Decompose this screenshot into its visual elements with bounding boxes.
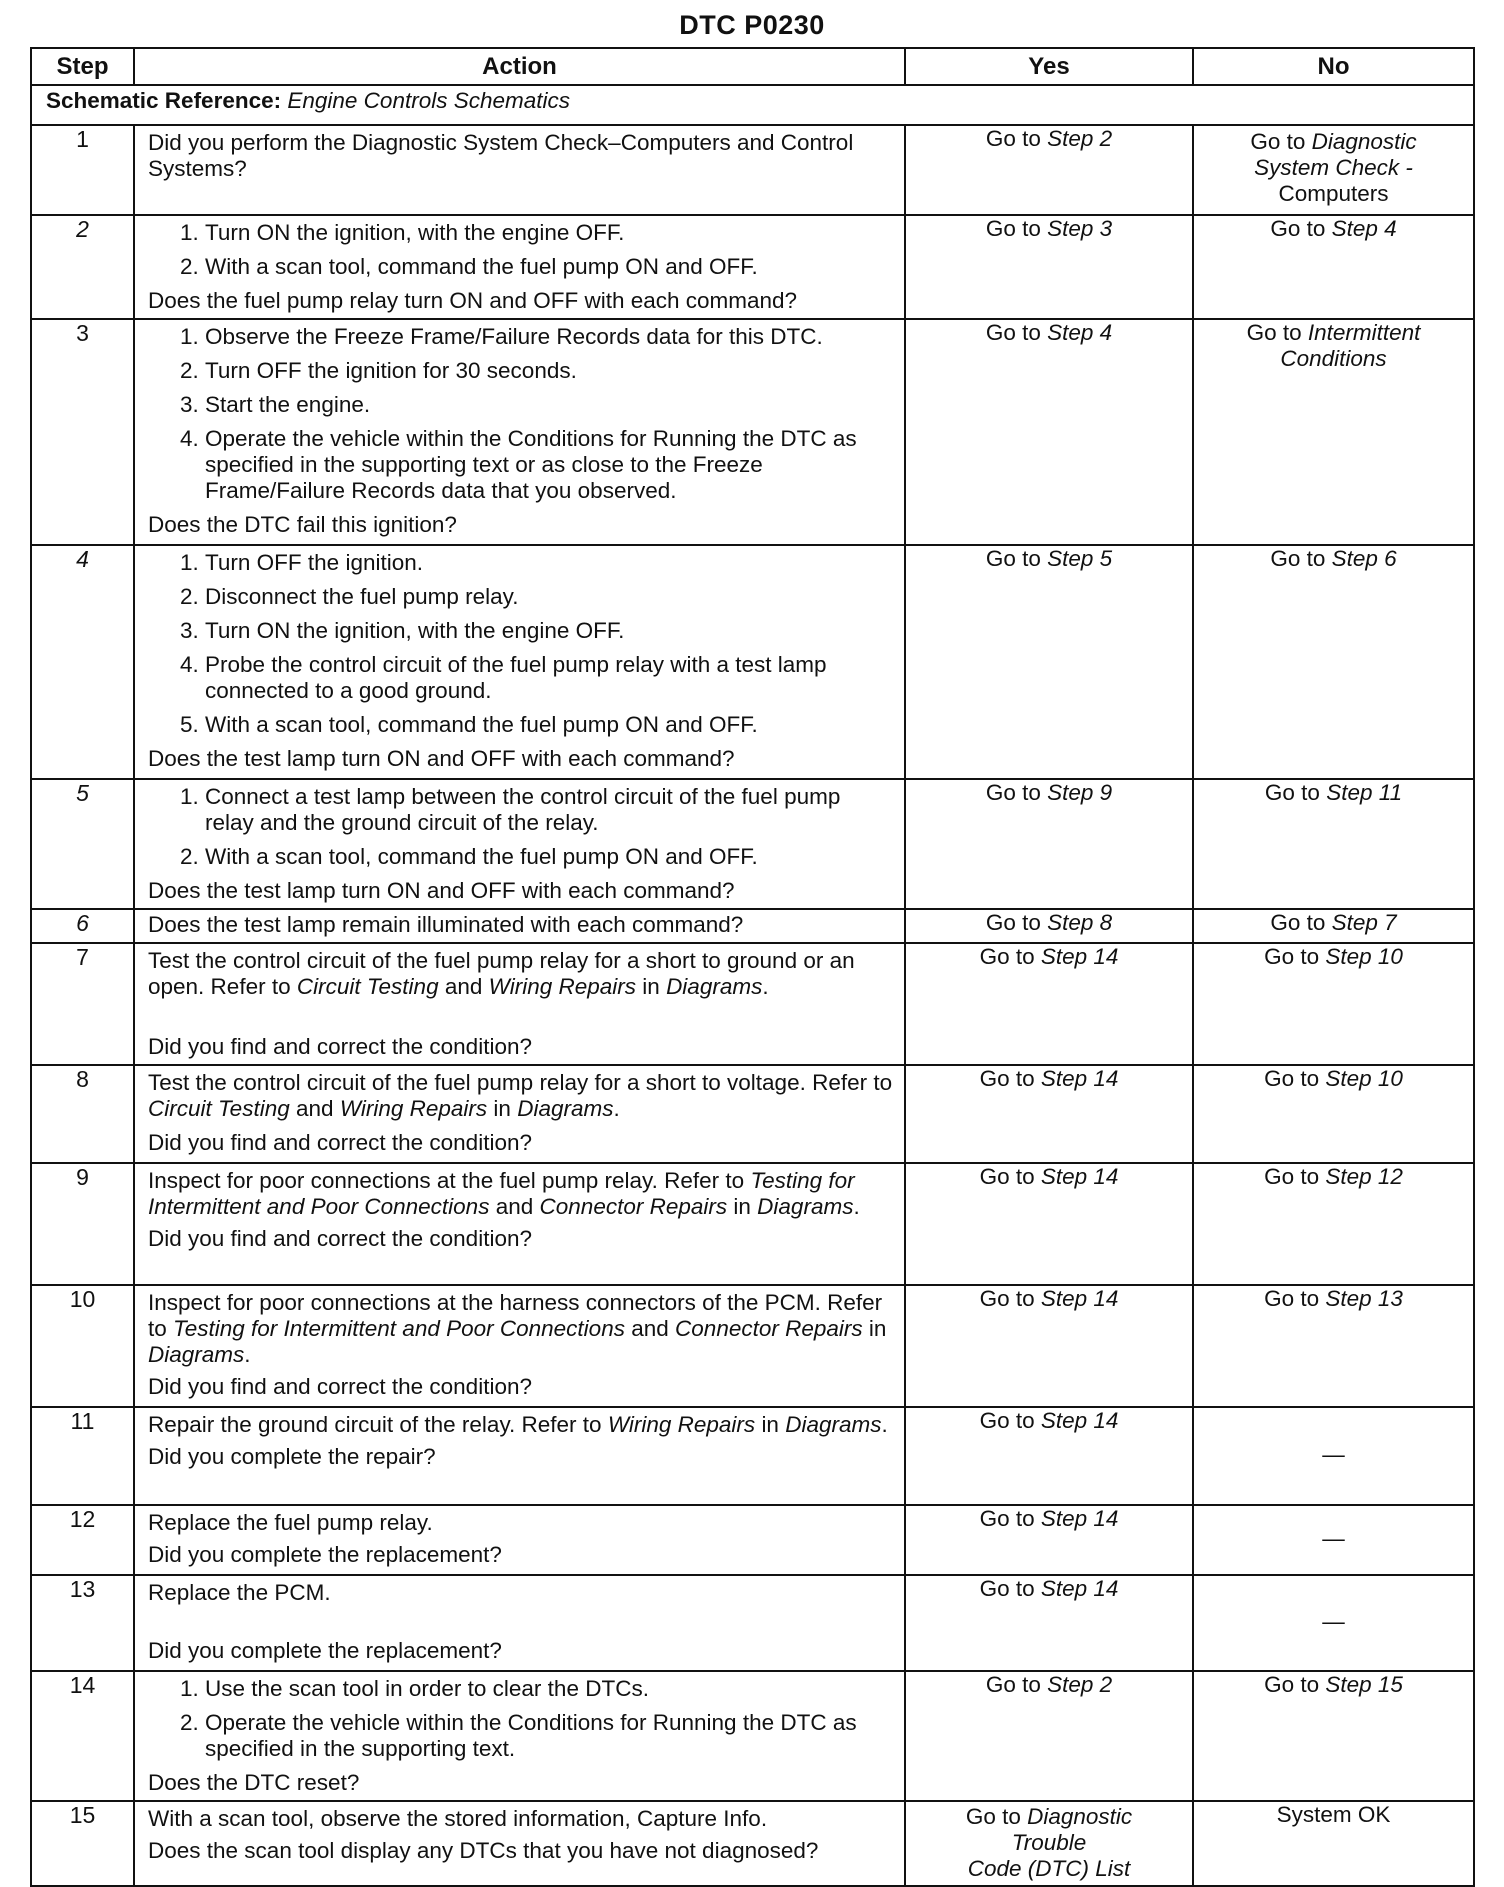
yes-cell: Go to Step 14: [905, 1407, 1193, 1505]
yes-cell: Go to Step 14: [905, 1285, 1193, 1407]
action-cell: [134, 1407, 905, 1505]
table-row: [31, 909, 1474, 943]
schematic-label: Schematic Reference:: [46, 88, 282, 113]
no-link[interactable]: Step 10: [1325, 944, 1403, 969]
action-cell: [134, 1671, 905, 1801]
action-cell: [134, 1065, 905, 1163]
yes-link[interactable]: Diagnostic: [1027, 1804, 1133, 1829]
step-number: 4: [31, 545, 134, 779]
header-yes: Yes: [905, 48, 1193, 85]
page-title: DTC P0230: [679, 10, 825, 40]
list-item: 3. Start the engine.: [205, 392, 894, 418]
yes-cell: Go to Step 14: [905, 1065, 1193, 1163]
reference-link[interactable]: Diagrams: [517, 1096, 614, 1121]
action-text: With a scan tool, observe the stored information, Capture Info.: [148, 1806, 768, 1831]
no-cell: Go to Intermittent Conditions: [1193, 319, 1474, 545]
table-row: [31, 1505, 1474, 1575]
action-question: Does the fuel pump relay turn ON and OFF with each command?: [148, 288, 798, 313]
schematic-row: [31, 85, 1474, 125]
no-link[interactable]: Step 13: [1325, 1286, 1403, 1311]
yes-cell: Go to Step 4: [905, 319, 1193, 545]
step-number: 13: [31, 1575, 134, 1671]
action-cell: [134, 215, 905, 319]
no-cell: Go to Diagnostic System Check - Computers: [1193, 125, 1474, 215]
yes-link[interactable]: Step 4: [1047, 320, 1113, 345]
table-row: [31, 1163, 1474, 1285]
list-item: 2. With a scan tool, command the fuel pump ON and OFF.: [205, 844, 894, 870]
yes-link[interactable]: Step 14: [1040, 1286, 1119, 1311]
list-item: 1. Turn ON the ignition, with the engine OFF.: [205, 220, 894, 246]
reference-link[interactable]: Diagrams: [785, 1412, 882, 1437]
action-question: Does the test lamp turn ON and OFF with each command?: [148, 878, 735, 903]
table-row: [31, 1801, 1474, 1886]
action-text: Test the control circuit of the fuel pump relay for a short to voltage. Refer to Circuit Testing and Wiring Repairs in Diagrams.: [148, 1070, 893, 1121]
yes-link-line[interactable]: Trouble: [1011, 1830, 1087, 1855]
step-number: 10: [31, 1285, 134, 1407]
yes-link[interactable]: Step 14: [1040, 1506, 1119, 1531]
header-step: Step: [31, 48, 134, 85]
list-item: 2. Operate the vehicle within the Conditions for Running the DTC as specified in the supporting text.: [205, 1710, 894, 1762]
no-link[interactable]: Step 12: [1325, 1164, 1403, 1189]
action-cell: [134, 1505, 905, 1575]
no-cell: Go to Step 10: [1193, 1065, 1474, 1163]
action-cell: [134, 1285, 905, 1407]
table-row: [31, 943, 1474, 1065]
yes-link[interactable]: Step 3: [1047, 216, 1113, 241]
yes-cell: Go to Step 14: [905, 1575, 1193, 1671]
list-item: 1. Use the scan tool in order to clear the DTCs.: [205, 1676, 894, 1702]
table-row: [31, 1671, 1474, 1801]
system-ok: System OK: [1276, 1802, 1391, 1827]
step-number: 15: [31, 1801, 134, 1886]
action-steps: [148, 550, 894, 738]
step-number: 12: [31, 1505, 134, 1575]
action-question: Did you find and correct the condition?: [148, 1374, 532, 1399]
no-link[interactable]: Step 11: [1326, 780, 1403, 805]
step-number: 6: [31, 909, 134, 943]
no-link[interactable]: Step 15: [1325, 1672, 1403, 1697]
no-cell: Go to Step 11: [1193, 779, 1474, 909]
step-number: 2: [31, 215, 134, 319]
table-row: [31, 779, 1474, 909]
yes-cell: Go to Step 8: [905, 909, 1193, 943]
action-text: Test the control circuit of the fuel pump relay for a short to ground or an open. Refer to Circuit Testing and Wiring Repairs in Diagrams.: [148, 948, 855, 999]
no-link-line[interactable]: Conditions: [1280, 346, 1387, 371]
action-cell: [134, 909, 905, 943]
no-cell: Go to Step 12: [1193, 1163, 1474, 1285]
action-cell: [134, 1801, 905, 1886]
reference-link[interactable]: Connector Repairs: [675, 1316, 863, 1341]
no-link[interactable]: Step 10: [1325, 1066, 1403, 1091]
no-link[interactable]: Step 6: [1331, 546, 1397, 571]
reference-link[interactable]: Diagrams: [757, 1194, 854, 1219]
table-row: [31, 1285, 1474, 1407]
step-number: 3: [31, 319, 134, 545]
action-cell: [134, 779, 905, 909]
no-dash: —: [1322, 1525, 1345, 1551]
no-cell: Go to Step 6: [1193, 545, 1474, 779]
header-no: No: [1193, 48, 1474, 85]
action-question: Does the DTC fail this ignition?: [148, 512, 457, 537]
table-row: [31, 125, 1474, 215]
action-text: Replace the PCM.: [148, 1580, 331, 1605]
reference-link[interactable]: Diagrams: [666, 974, 763, 999]
no-cell: [1193, 1505, 1474, 1575]
list-item: 1. Observe the Freeze Frame/Failure Records data for this DTC.: [205, 324, 894, 350]
action-text: Inspect for poor connections at the harness connectors of the PCM. Refer to Testing for Intermittent and Poor Connections and Connector Repairs in Diagrams.: [148, 1290, 887, 1367]
action-question: Did you complete the replacement?: [148, 1542, 502, 1567]
action-question: Does the DTC reset?: [148, 1770, 360, 1795]
no-cell: Go to Step 15: [1193, 1671, 1474, 1801]
list-item: 2. Disconnect the fuel pump relay.: [205, 584, 894, 610]
header-action: Action: [134, 48, 905, 85]
no-cell: Go to Step 4: [1193, 215, 1474, 319]
yes-cell: Go to Step 3: [905, 215, 1193, 319]
action-cell: [134, 943, 905, 1065]
list-item: 2. Turn OFF the ignition for 30 seconds.: [205, 358, 894, 384]
list-item: 3. Turn ON the ignition, with the engine OFF.: [205, 618, 894, 644]
yes-link[interactable]: Step 14: [1040, 944, 1119, 969]
list-item: 1. Turn OFF the ignition.: [205, 550, 894, 576]
table-row: [31, 545, 1474, 779]
no-link[interactable]: Step 4: [1331, 216, 1397, 241]
action-question: Did you find and correct the condition?: [148, 1034, 532, 1059]
reference-link[interactable]: Testing for Intermittent and Poor Connections: [148, 1168, 855, 1219]
reference-link[interactable]: Diagrams: [148, 1342, 245, 1367]
action-question: Does the scan tool display any DTCs that you have not diagnosed?: [148, 1838, 819, 1863]
yes-link[interactable]: Step 5: [1047, 546, 1113, 571]
table-row: [31, 1065, 1474, 1163]
dtc-table: [30, 47, 1475, 1887]
action-steps: [148, 324, 894, 504]
reference-link[interactable]: Wiring Repairs: [488, 974, 637, 999]
action-steps: [148, 1676, 894, 1762]
action-text: Replace the fuel pump relay.: [148, 1510, 433, 1535]
no-cell: Go to Step 10: [1193, 943, 1474, 1065]
yes-link[interactable]: Step 9: [1047, 780, 1113, 805]
schematic-link[interactable]: Engine Controls Schematics: [287, 88, 571, 113]
action-question: Does the test lamp turn ON and OFF with each command?: [148, 746, 735, 771]
no-link[interactable]: Diagnostic: [1311, 129, 1417, 154]
step-number: 1: [31, 125, 134, 215]
action-text: Repair the ground circuit of the relay. Refer to Wiring Repairs in Diagrams.: [148, 1412, 888, 1437]
yes-link[interactable]: Step 14: [1040, 1164, 1119, 1189]
step-number: 5: [31, 779, 134, 909]
step-number: 9: [31, 1163, 134, 1285]
yes-link[interactable]: Step 2: [1047, 1672, 1113, 1697]
yes-link[interactable]: Step 14: [1040, 1066, 1119, 1091]
no-cell: Go to Step 7: [1193, 909, 1474, 943]
action-cell: [134, 1575, 905, 1671]
list-item: 1. Connect a test lamp between the control circuit of the fuel pump relay and the ground circuit of the relay.: [205, 784, 894, 836]
reference-link[interactable]: Wiring Repairs: [339, 1096, 488, 1121]
action-cell: [134, 319, 905, 545]
reference-link[interactable]: Wiring Repairs: [607, 1412, 756, 1437]
table-row: [31, 319, 1474, 545]
action-cell: [134, 1163, 905, 1285]
yes-link[interactable]: Step 14: [1040, 1576, 1119, 1601]
no-cell: [1193, 1575, 1474, 1671]
yes-cell: Go to Step 2: [905, 1671, 1193, 1801]
yes-cell: Go to Step 2: [905, 125, 1193, 215]
yes-cell: Go to Step 14: [905, 1505, 1193, 1575]
action-question: Did you find and correct the condition?: [148, 1130, 532, 1155]
action-steps: [148, 784, 894, 870]
no-cell: [1193, 1407, 1474, 1505]
reference-link[interactable]: Testing for Intermittent and Poor Connections: [173, 1316, 625, 1341]
action-text: Did you perform the Diagnostic System Check–Computers and Control Systems?: [148, 130, 854, 181]
yes-cell: Go to Step 9: [905, 779, 1193, 909]
header-row: [31, 48, 1474, 85]
action-question: Did you complete the repair?: [148, 1444, 436, 1469]
action-question: Did you complete the replacement?: [148, 1638, 502, 1663]
action-cell: [134, 545, 905, 779]
table-row: [31, 215, 1474, 319]
reference-link[interactable]: Circuit Testing: [296, 974, 439, 999]
reference-link[interactable]: Circuit Testing: [148, 1096, 290, 1121]
no-dash: —: [1322, 1608, 1345, 1634]
step-number: 14: [31, 1671, 134, 1801]
table-row: [31, 1407, 1474, 1505]
yes-link-line[interactable]: Code (DTC) List: [967, 1856, 1131, 1881]
yes-cell: Go to Step 14: [905, 1163, 1193, 1285]
step-number: 8: [31, 1065, 134, 1163]
action-question: Did you find and correct the condition?: [148, 1226, 532, 1251]
yes-link[interactable]: Step 2: [1047, 126, 1113, 151]
no-cell: Go to Step 13: [1193, 1285, 1474, 1407]
no-link[interactable]: Step 7: [1331, 910, 1397, 935]
no-cell: [1193, 1801, 1474, 1886]
list-item: 5. With a scan tool, command the fuel pump ON and OFF.: [205, 712, 894, 738]
list-item: 4. Probe the control circuit of the fuel pump relay with a test lamp connected to a good ground.: [205, 652, 894, 704]
reference-link[interactable]: Connector Repairs: [539, 1194, 728, 1219]
yes-link[interactable]: Step 14: [1040, 1408, 1119, 1433]
list-item: 4. Operate the vehicle within the Conditions for Running the DTC as specified in the supporting text or as close to the Freeze Frame/Failure Records data that you observed.: [205, 426, 894, 504]
list-item: 2. With a scan tool, command the fuel pump ON and OFF.: [205, 254, 894, 280]
no-link-line[interactable]: System Check -: [1254, 155, 1413, 180]
yes-cell: Go to Step 5: [905, 545, 1193, 779]
step-number: 11: [31, 1407, 134, 1505]
yes-cell: Go to Step 14: [905, 943, 1193, 1065]
no-link[interactable]: Intermittent: [1307, 320, 1421, 345]
action-text: Inspect for poor connections at the fuel pump relay. Refer to Testing for Intermittent and Poor Connections and Connector Repairs in Diagrams.: [148, 1168, 860, 1219]
yes-link[interactable]: Step 8: [1047, 910, 1113, 935]
no-dash: —: [1322, 1441, 1345, 1467]
action-cell: [134, 125, 905, 215]
step-number: 7: [31, 943, 134, 1065]
action-steps: [148, 220, 894, 280]
table-row: [31, 1575, 1474, 1671]
yes-cell: Go to Diagnostic Trouble Code (DTC) List: [905, 1801, 1193, 1886]
action-question: Does the test lamp remain illuminated with each command?: [148, 912, 744, 937]
